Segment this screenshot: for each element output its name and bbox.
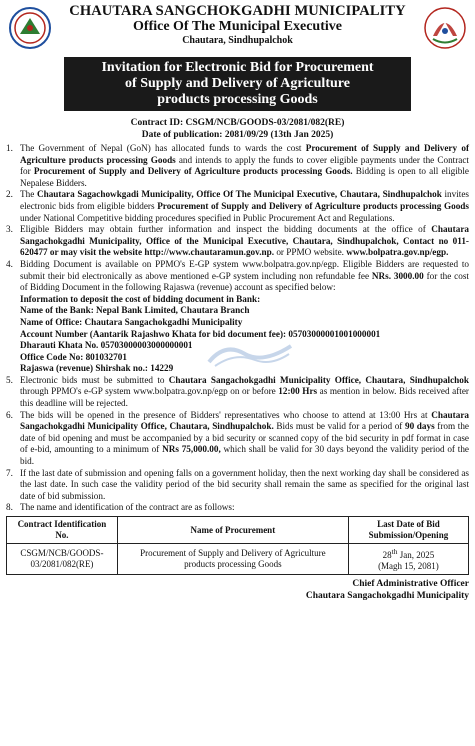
signatory-office: Chautara Sangachokgadhi Municipality (305, 591, 469, 601)
column-header-contract-id: Contract Identification No. (7, 517, 118, 544)
list-item: 7. If the last date of submission and opening falls on a government holiday, then the next working day shall be considered as the last date. In such case the validity period of the bid security shall remain the same as specified for the original last date of bid submission. (6, 467, 469, 501)
account-number: Account Number (Aantarik Rajashwo Khata for bid document fee): 05703000001001000001 (20, 328, 381, 339)
notice-items (6, 143, 469, 514)
bank-name: Name of the Bank: Nepal Bank Limited, Chautara Branch (20, 305, 250, 316)
list-item: 8. The name and identification of the contract are as follows: (6, 502, 235, 513)
banner-line: of Supply and Delivery of Agriculture (125, 76, 350, 91)
contract-id: Contract ID: CSGM/NCB/GOODS-03/2081/082(RE) (130, 118, 345, 128)
banner-line: products processing Goods (157, 92, 318, 107)
list-item: 4. Bidding Document is available on PPMO's E-GP system www.bolpatra.gov.np/egp. Eligible Bidders are requested to submit their bid electronically as above mentioned e-GP system including non refundable fee NRs. 3000.00 for the cost of Bidding Document in the following Rajaswa (revenue) account as specified below: Information to deposit the cost of bidding document in Bank: Name of the Bank: Nepal Bank Limited, Chautara Branch Name of Office: Chautara Sangachokgadhi Municipality Account Number (Aantarik Rajashwo Khata for bid document fee): 05703000001001000001 Dharauti Khata No. 05703000003000000001 Office Code No: 801032701 Rajaswa (revenue) Shirshak no.: 14229 (6, 258, 469, 374)
header (6, 4, 469, 54)
table-row (7, 544, 469, 575)
office-title: Office Of The Municipal Executive (133, 19, 342, 34)
nepal-emblem-icon (423, 6, 467, 50)
list-item: 6. The bids will be opened in the presence of Bidders' representatives who choose to attend at 13:00 Hrs at Chautara Sangachokgadhi Municipality Office, Chautara, Sindhupalchok. Bids must be valid for a period of 90 days from the date of bid opening and must be accompanied by a bid security or scanned copy of the bid security in pdf format in case of e-bid, amounting to a minimum of NRs 75,000.00, which shall be valid for 30 days beyond the validity period of the bid. (6, 409, 469, 467)
banner-line: Invitation for Electronic Bid for Procurement (101, 60, 374, 75)
cell-contract-id: CSGM/NCB/GOODS- 03/2081/082(RE) (7, 544, 118, 575)
table-header-row (7, 517, 469, 544)
municipality-emblem-icon (8, 6, 52, 50)
cell-procurement-name: Procurement of Supply and Delivery of Agriculture products processing Goods (117, 544, 348, 575)
column-header-procurement-name: Name of Procurement (117, 517, 348, 544)
office-location: Chautara, Sindhupalchok (182, 35, 293, 46)
column-header-last-date: Last Date of Bid Submission/Opening (348, 517, 468, 544)
bank-info-title: Information to deposit the cost of bidding document in Bank: (20, 293, 261, 304)
signatory-title: Chief Administrative Officer (352, 579, 469, 589)
newspaper-watermark (205, 340, 295, 368)
list-item: 3. Eligible Bidders may obtain further information and inspect the bidding documents at the office of Chautara Sangachokgadhi Municipality, Office of the Municipal Executive, Chautara, Sindhupalchok, Contact no 011-620477 or may visit the website http://www.chautaramun.gov.np. or PPMO website. www.bolpatra.gov.np/egp. (6, 224, 469, 258)
municipality-title: CHAUTARA SANGCHOKGADHI MUNICIPALITY (69, 3, 406, 19)
invitation-banner (64, 57, 411, 111)
list-item: 1. The Government of Nepal (GoN) has allocated funds to wards the cost Procurement of Supply and Delivery of Agriculture products processing Goods and intends to apply the funds to cover eligible payments under the Contract for Procurement of Supply and Delivery of Agriculture products processing Goods. Bidding is open to all eligible Nepalese Bidders. (6, 143, 470, 188)
notice-meta (6, 117, 469, 141)
office-code: Office Code No: 801032701 (20, 351, 127, 362)
list-item: 5. Electronic bids must be submitted to Chautara Sangachokgadhi Municipality Office, Chautara, Sindhupalchok through PPMO's e-GP system www.bolpatra.gov.np/egp on or before 12:00 Hrs as mention in below. Bids received after this deadline will be rejected. (6, 374, 469, 409)
office-name: Name of Office: Chautara Sangachokgadhi Municipality (20, 316, 243, 327)
list-item: 2. The Chautara Sagachowkgadi Municipality, Office Of The Municipal Executive, Chautara, Sindhupalchok invites electronic bids from eligible bidders Procurement of Supply and Delivery of Agriculture products processing Goods under National Competitive bidding procedures specified in Public Procurement Act and Regulations. (6, 189, 469, 223)
rajaswa-shirshak: Rajaswa (revenue) Shirshak no.: 14229 (20, 363, 174, 374)
cell-last-date: 28th Jan, 2025 (Magh 15, 2081) (348, 544, 468, 575)
signoff (6, 578, 469, 602)
dharauti-khata: Dharauti Khata No. 05703000003000000001 (20, 340, 193, 351)
publication-date: Date of publication: 2081/09/29 (13th Jan 2025) (141, 130, 334, 140)
contract-table (6, 516, 469, 575)
